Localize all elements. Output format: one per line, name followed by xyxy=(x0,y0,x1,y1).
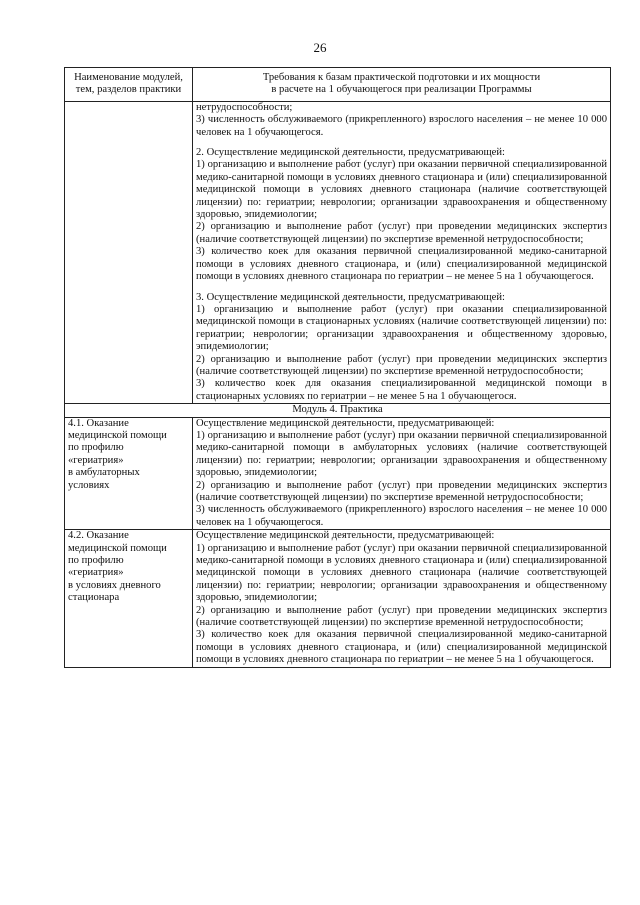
module-title: Модуль 4. Практика xyxy=(65,404,611,417)
name-line: стационара xyxy=(68,592,120,604)
header-requirements xyxy=(193,68,611,102)
requirements-table xyxy=(64,67,611,668)
paragraph: 2) организацию и выполнение работ (услуг) при проведении медицинских экспертиз (наличие соответствующей лицензии) по экспертизе временной нетрудоспособности; xyxy=(196,353,607,377)
paragraph: 3) количество коек для оказания специализированной медицинской помощи в стационарных условиях по гериатрии – не менее 5 на 1 обучающегося. xyxy=(196,378,607,402)
name-line: по профилю xyxy=(68,555,124,567)
header-module-name: Наименование модулей, тем, разделов практики xyxy=(65,68,193,102)
paragraph: 2. Осуществление медицинской деятельности, предусматривающей: xyxy=(196,147,505,159)
name-line: условиях xyxy=(68,479,110,491)
requirements-cell-4-2 xyxy=(193,530,611,667)
paragraph: 1) организацию и выполнение работ (услуг) при оказании первичной специализированной медико-санитарной помощи в условиях дневного стационара и (или) специализированной медицинской помощи в условиях дневного стационара (наличие соответствующей лицензии) по: гериатрии; неврологии; организации здравоохранения и общественному здоровью, эпидемиологии; xyxy=(196,542,607,604)
header-requirements-line2: в расчете на 1 обучающегося при реализации Программы xyxy=(271,84,532,96)
name-line: медицинской помощи xyxy=(68,542,167,554)
paragraph: 2) организацию и выполнение работ (услуг) при проведении медицинских экспертиз (наличие соответствующей лицензии) по экспертизе временной нетрудоспособности; xyxy=(196,479,607,503)
paragraph: 3. Осуществление медицинской деятельности, предусматривающей: xyxy=(196,291,505,303)
table-row xyxy=(65,101,611,403)
name-line: по профилю xyxy=(68,442,124,454)
paragraph: нетрудоспособности; xyxy=(196,101,293,113)
row-name-4-2 xyxy=(65,530,193,667)
paragraph: 3) количество коек для оказания первичной специализированной медико-санитарной помощи в условиях дневного стационара, и (или) специализированной медицинской помощи в условиях дневного стационара по гериатрии – не менее 5 на 1 обучающегося. xyxy=(196,629,607,666)
name-line: в условиях дневного xyxy=(68,579,161,591)
row-name-empty xyxy=(65,101,193,403)
paragraph: Осуществление медицинской деятельности, предусматривающей: xyxy=(196,530,495,542)
name-line: «гериатрия» xyxy=(68,567,124,579)
paragraph: 3) количество коек для оказания первичной специализированной медико-санитарной помощи в условиях дневного стационара, и (или) специализированной медицинской помощи в условиях дневного стационара по гериатрии – не менее 5 на 1 обучающегося. xyxy=(196,246,607,283)
paragraph: 1) организацию и выполнение работ (услуг) при оказании специализированной медицинской помощи в стационарных условиях (наличие соответствующей лицензии) по: гериатрии; неврологии; организации здравоохранения и общественному здоровью, эпидемиологии; xyxy=(196,303,607,353)
paragraph: 1) организацию и выполнение работ (услуг) при оказании первичной специализированной медико-санитарной помощи в амбулаторных условиях (наличие соответствующей лицензии) по: гериатрии; неврологии; организации здравоохранения и общественному здоровью, эпидемиологии; xyxy=(196,429,607,479)
table-header xyxy=(65,68,611,102)
header-requirements-line1: Требования к базам практической подготовки и их мощности xyxy=(262,72,541,83)
table-row xyxy=(65,530,611,667)
paragraph: 2) организацию и выполнение работ (услуг) при проведении медицинских экспертиз (наличие соответствующей лицензии) по экспертизе временной нетрудоспособности; xyxy=(196,221,607,245)
name-line: «гериатрия» xyxy=(68,454,124,466)
page-number: 26 xyxy=(313,40,327,55)
paragraph: 1) организацию и выполнение работ (услуг) при оказании первичной специализированной медико-санитарной помощи в условиях дневного стационара и (или) специализированной медицинской помощи в условиях дневного стационара (наличие соответствующей лицензии) по: гериатрии; неврологии; организации здравоохранения и общественному здоровью, эпидемиологии; xyxy=(196,159,607,221)
requirements-cell xyxy=(193,101,611,403)
row-name-4-1 xyxy=(65,417,193,530)
paragraph: 3) численность обслуживаемого (прикрепленного) взрослого населения – не менее 10 000 человек на 1 обучающегося. xyxy=(196,504,607,528)
table-row xyxy=(65,417,611,530)
requirements-cell-4-1 xyxy=(193,417,611,530)
name-line: медицинской помощи xyxy=(68,429,167,441)
module-title-row xyxy=(65,404,611,417)
paragraph: 2) организацию и выполнение работ (услуг) при проведении медицинских экспертиз (наличие соответствующей лицензии) по экспертизе временной нетрудоспособности; xyxy=(196,604,607,629)
name-line: 4.1. Оказание xyxy=(68,417,129,429)
name-line: в амбулаторных xyxy=(68,467,140,479)
paragraph: 3) численность обслуживаемого (прикрепленного) взрослого населения – не менее 10 000 человек на 1 обучающегося. xyxy=(196,114,607,138)
name-line: 4.2. Оказание xyxy=(68,530,129,542)
paragraph: Осуществление медицинской деятельности, предусматривающей: xyxy=(196,417,495,429)
